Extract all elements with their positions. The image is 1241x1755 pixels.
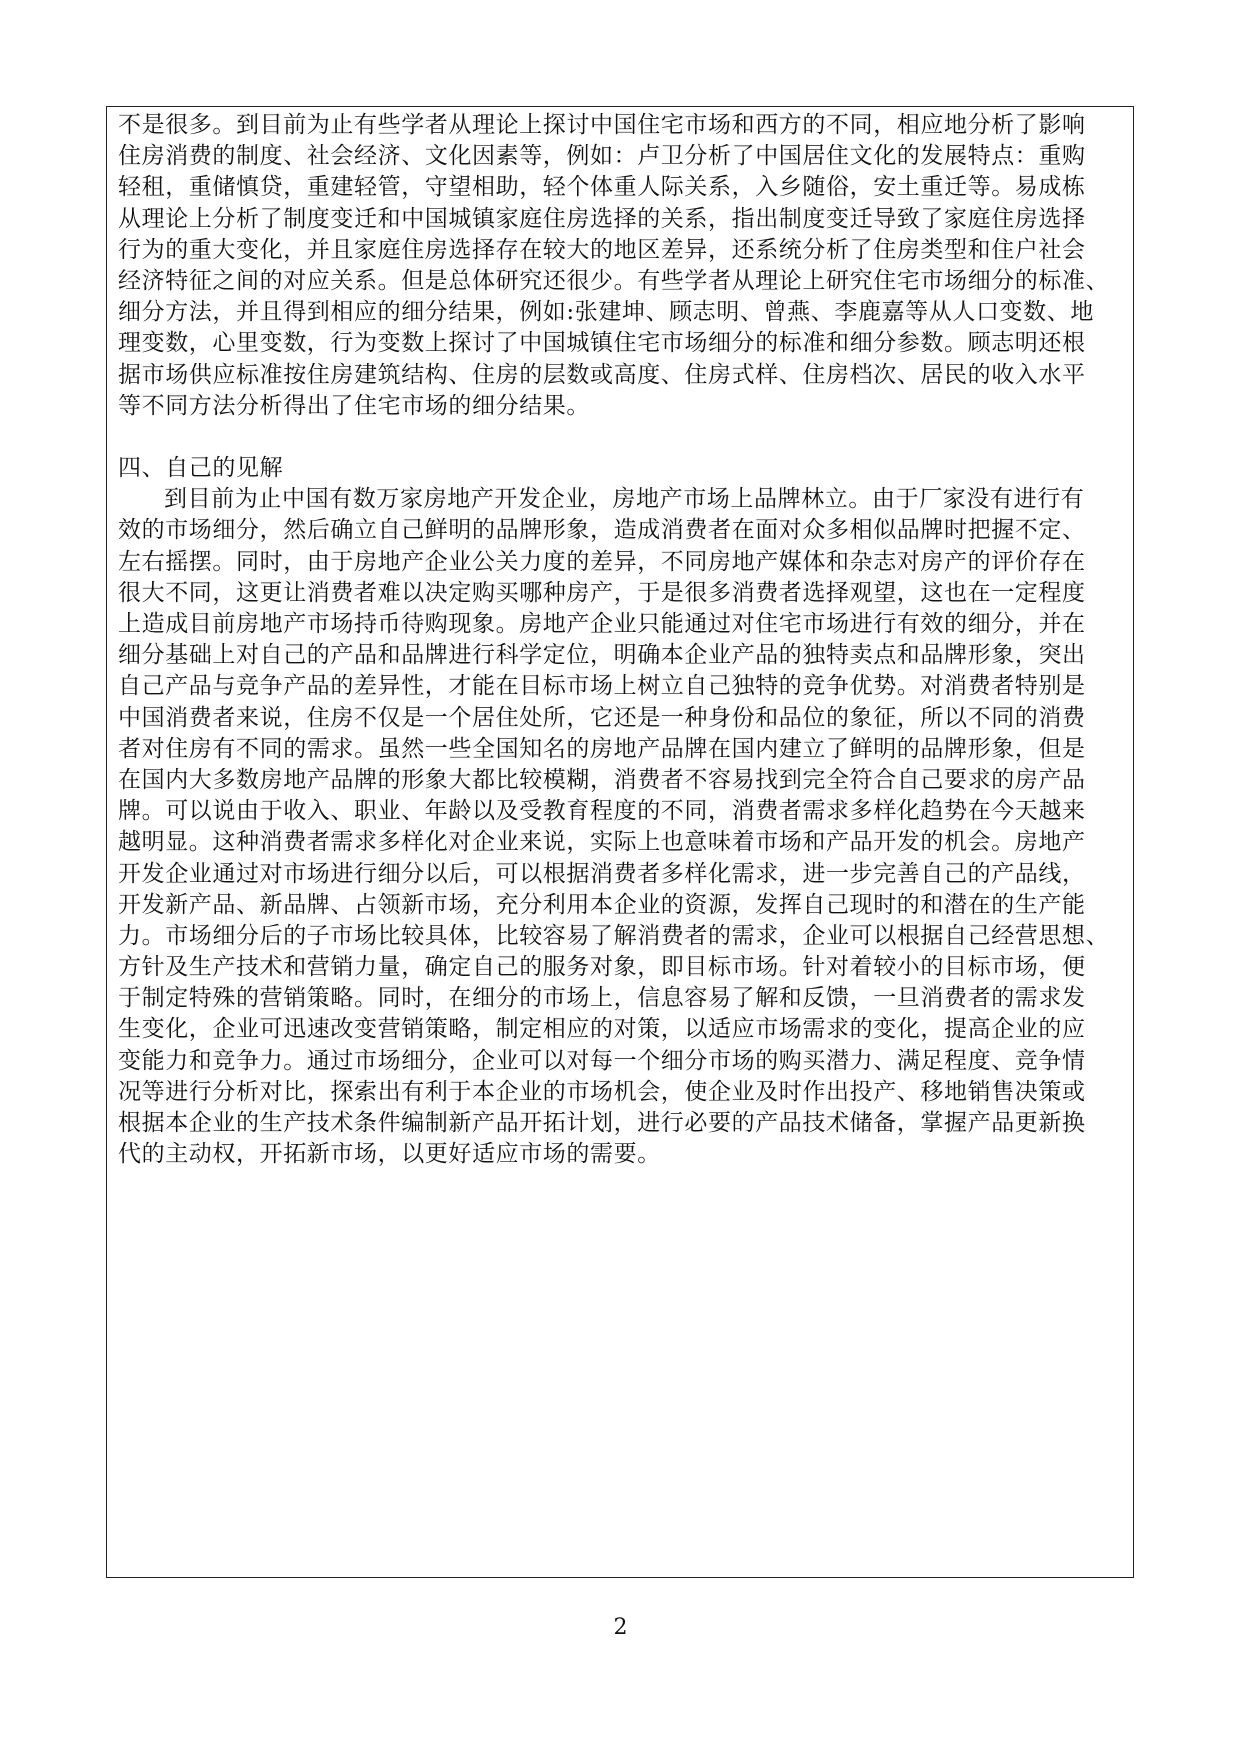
text-line: 于制定特殊的营销策略。同时，在细分的市场上，信息容易了解和反馈，一旦消费者的需求发: [118, 985, 1086, 1012]
page-number: 2: [613, 1615, 628, 1640]
text-line: 理变数，心里变数，行为变数上探讨了中国城镇住宅市场细分的标准和细分参数。顾志明还根: [118, 330, 1086, 357]
text-line: 从理论上分析了制度变迁和中国城镇家庭住房选择的关系，指出制度变迁导致了家庭住房选择: [118, 205, 1086, 232]
text-line: 到目前为止中国有数万家房地产开发企业，房地产市场上品牌林立。由于厂家没有进行有: [164, 486, 1085, 513]
text-line: 不是很多。到目前为止有些学者从理论上探讨中国住宅市场和西方的不同，相应地分析了影响: [118, 112, 1086, 138]
section-heading: 四、自己的见解: [118, 455, 284, 482]
text-line: 中国消费者来说，住房不仅是一个居住处所，它还是一种身份和品位的象征，所以不同的消费: [118, 704, 1086, 731]
text-line: 牌。可以说由于收入、职业、年龄以及受教育程度的不同，消费者需求多样化趋势在今天越来: [118, 798, 1086, 825]
text-line: 细分基础上对自己的产品和品牌进行科学定位，明确本企业产品的独特卖点和品牌形象，突出: [118, 642, 1086, 669]
text-line: 生变化，企业可迅速改变营销策略，制定相应的对策，以适应市场需求的变化，提高企业的应: [118, 1016, 1086, 1043]
text-line: 等不同方法分析得出了住宅市场的细分结果。: [118, 392, 590, 419]
document-body: [118, 110, 1124, 1170]
text-line: 变能力和竞争力。通过市场细分，企业可以对每一个细分市场的购买潜力、满足程度、竞争情: [118, 1047, 1086, 1074]
text-line: 力。市场细分后的子市场比较具体，比较容易了解消费者的需求，企业可以根据自己经营思想、: [118, 922, 1110, 949]
text-line: 开发新产品、新品牌、占领新市场，充分利用本企业的资源，发挥自己现时的和潜在的生产能: [118, 891, 1086, 918]
text-line: 代的主动权，开拓新市场，以更好适应市场的需要。: [118, 1141, 661, 1168]
text-line: 细分方法，并且得到相应的细分结果，例如:张建坤、顾志明、曾燕、李鹿嘉等从人口变数、地: [118, 299, 1094, 326]
text-line: 开发企业通过对市场进行细分以后，可以根据消费者多样化需求，进一步完善自己的产品线，: [118, 860, 1086, 887]
text-line: 轻租，重储慎贷，重建轻管，守望相助，轻个体重人际关系，入乡随俗，安土重迁等。易成栋: [118, 174, 1086, 201]
text-line: 在国内大多数房地产品牌的形象大都比较模糊，消费者不容易找到完全符合自己要求的房产品: [118, 766, 1086, 793]
text-line: 自己产品与竞争产品的差异性，才能在目标市场上树立自己独特的竞争优势。对消费者特别是: [118, 673, 1086, 700]
text-line: 据市场供应标准按住房建筑结构、住房的层数或高度、住房式样、住房档次、居民的收入水平: [118, 361, 1086, 388]
text-line: 者对住房有不同的需求。虽然一些全国知名的房地产品牌在国内建立了鲜明的品牌形象，但是: [118, 735, 1086, 762]
opinion-paragraph: [118, 484, 1124, 1170]
text-line: 效的市场细分，然后确立自己鲜明的品牌形象，造成消费者在面对众多相似品牌时把握不定、: [118, 517, 1086, 544]
text-line: 上造成目前房地产市场持币待购现象。房地产企业只能通过对住宅市场进行有效的细分，并在: [118, 611, 1086, 637]
text-line: 方针及生产技术和营销力量，确定自己的服务对象，即目标市场。针对着较小的目标市场，便: [118, 954, 1086, 981]
text-line: 很大不同，这更让消费者难以决定购买哪种房产，于是很多消费者选择观望，这也在一定程度: [118, 579, 1086, 606]
text-line: 左右摇摆。同时，由于房地产企业公关力度的差异，不同房地产媒体和杂志对房产的评价存在: [118, 548, 1086, 575]
text-line: 况等进行分析对比，探索出有利于本企业的市场机会，使企业及时作出投产、移地销售决策或: [118, 1078, 1086, 1105]
blank-line: [118, 422, 1124, 453]
text-line: 越明显。这种消费者需求多样化对企业来说，实际上也意味着市场和产品开发的机会。房地产: [118, 829, 1086, 856]
text-line: 根据本企业的生产技术条件编制新产品开拓计划，进行必要的产品技术储备，掌握产品更新换: [118, 1110, 1086, 1136]
text-line: 住房消费的制度、社会经济、文化因素等，例如：卢卫分析了中国居住文化的发展特点：重购: [118, 143, 1086, 170]
continued-paragraph: [118, 110, 1124, 422]
text-line: 行为的重大变化，并且家庭住房选择存在较大的地区差异，还系统分析了住房类型和住户社会: [118, 236, 1086, 263]
text-line: 经济特征之间的对应关系。但是总体研究还很少。有些学者从理论上研究住宅市场细分的标准、: [118, 267, 1110, 294]
